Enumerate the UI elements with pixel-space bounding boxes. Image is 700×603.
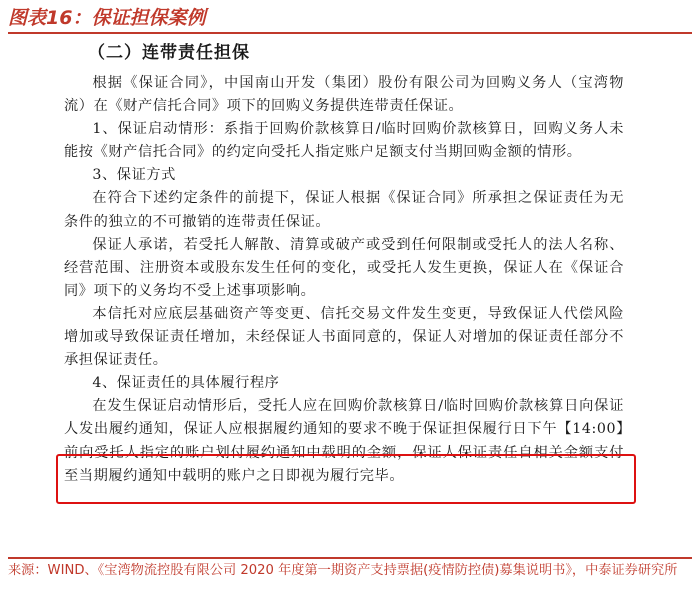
- paragraph-guarantee-method-heading: 3、保证方式: [92, 167, 176, 184]
- paragraph-trigger-condition: 1、保证启动情形：系指于回购价款核算日/临时回购价款核算日，回购义务人未能按《财产信托合同》的约定向受托人指定账户足额支付当期回购金额的情形。: [64, 121, 624, 161]
- paragraph-guarantee-basis: 根据《保证合同》，中国南山开发（集团）股份有限公司为回购义务人（宝湾物流）在《财产信托合同》项下的回购义务提供连带责任保证。: [64, 75, 624, 115]
- paragraph-procedure-heading: 4、保证责任的具体履行程序: [92, 375, 280, 392]
- body-text: [64, 72, 624, 488]
- paragraph-procedure: 在发生保证启动情形后，受托人应在回购价款核算日/临时回购价款核算日向保证人发出履约通知，保证人应根据履约通知的要求不晚于保证担保履行日下午【14:00】前向受托人指定的账户划付履约通知中载明的金额，保证人保证责任自相关金额支付至当期履约通知中载明的账户之日即视为履行完毕。: [64, 398, 624, 484]
- source-note: 来源：WIND、《宝湾物流控股有限公司 2020 年度第一期资产支持票据(疫情防控债)募集说明书》，中泰证券研究所: [8, 557, 692, 603]
- paragraph-asset-change: 本信托对应底层基础资产等变更、信托交易文件发生变更，导致保证人代偿风险增加或导致保证责任增加，未经保证人书面同意的，保证人对增加的保证责任部分不承担保证责任。: [64, 305, 624, 369]
- paragraph-guarantor-commitment: 保证人承诺，若受托人解散、清算或破产或受到任何限制或受托人的法人名称、经营范围、注册资本或股东发生任何的变化，或受托人发生更换，保证人在《保证合同》项下的义务均不受上述事项影响。: [64, 236, 624, 299]
- section-heading: （二）连带责任担保: [88, 43, 250, 63]
- figure-title: 图表16：保证担保案例: [8, 4, 692, 34]
- document-panel: [8, 38, 692, 557]
- paragraph-guarantee-method: 在符合下述约定条件的前提下，保证人根据《保证合同》所承担之保证责任为无条件的独立的不可撤销的连带责任保证。: [64, 190, 624, 230]
